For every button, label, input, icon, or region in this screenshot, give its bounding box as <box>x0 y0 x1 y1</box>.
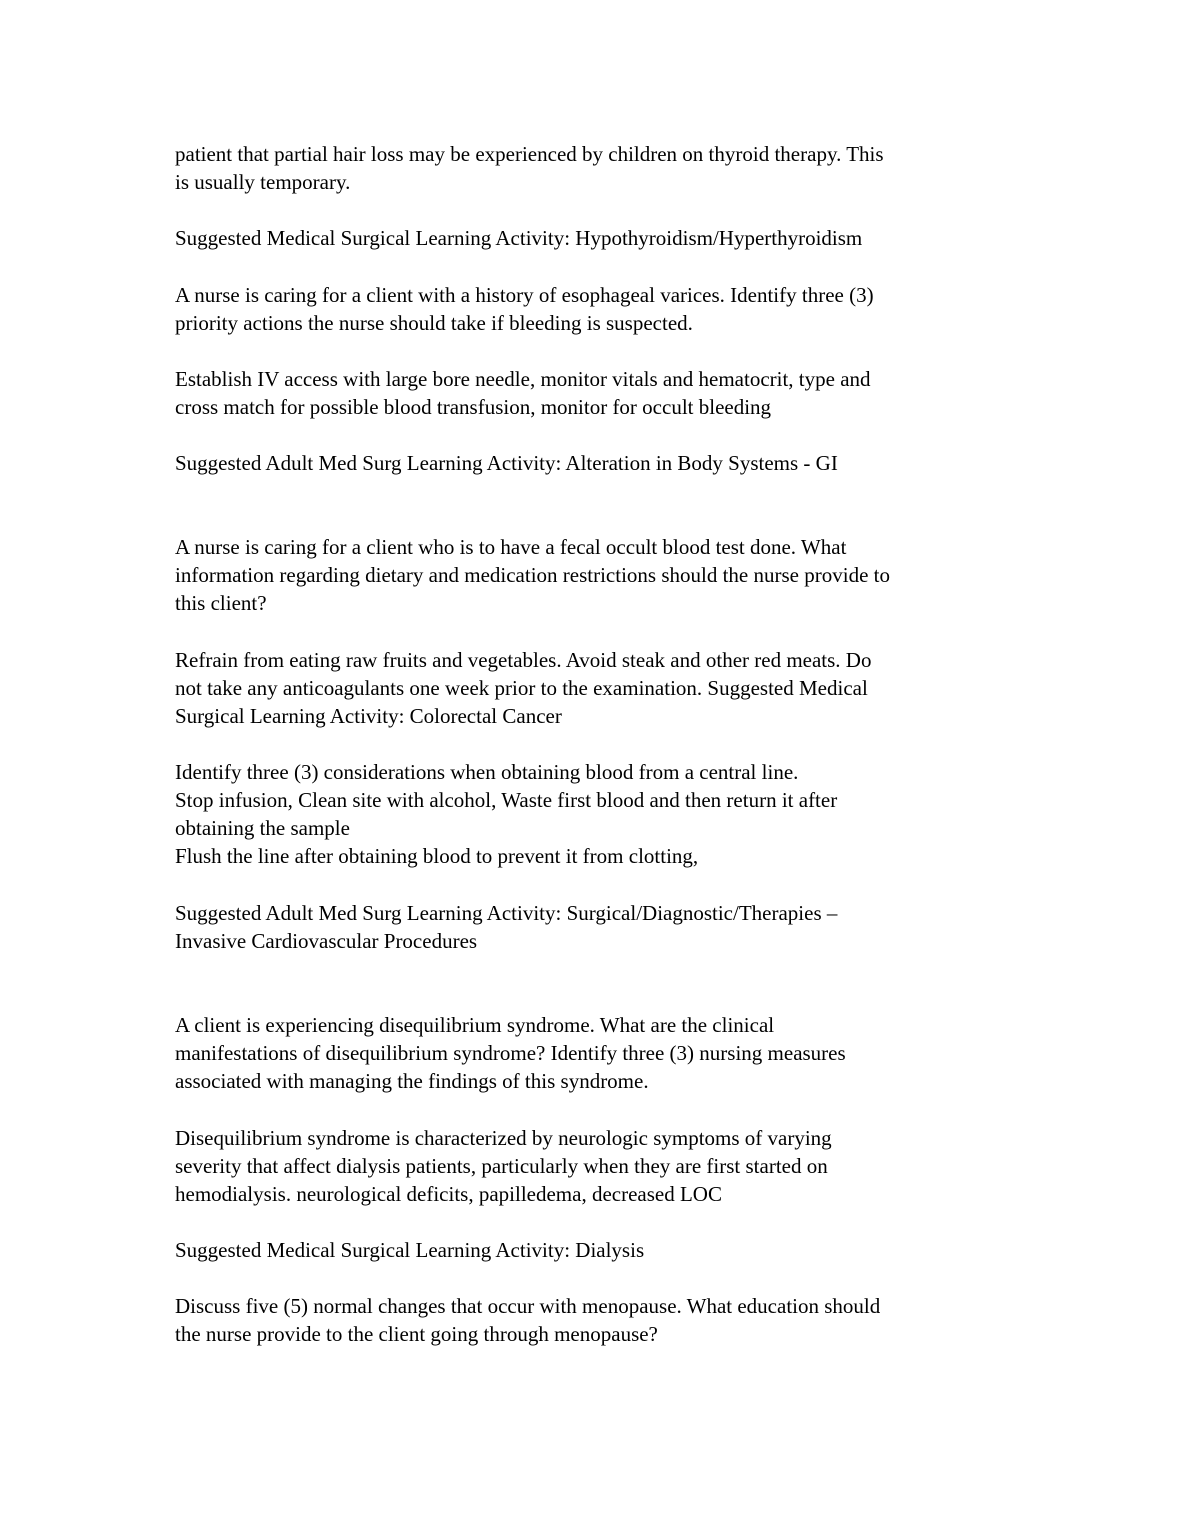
paragraph-question-menopause: Discuss five (5) normal changes that occur with menopause. What education should the nurse provide to the client going through menopause? <box>175 1294 881 1346</box>
paragraph-activity-gi: Suggested Adult Med Surg Learning Activity: Alteration in Body Systems - GI <box>175 451 838 475</box>
paragraph-activity-thyroid: Suggested Medical Surgical Learning Activity: Hypothyroidism/Hyperthyroidism <box>175 226 863 250</box>
paragraph-activity-dialysis: Suggested Medical Surgical Learning Activity: Dialysis <box>175 1238 645 1262</box>
paragraph-central-line: Identify three (3) considerations when obtaining blood from a central line. Stop infusion, Clean site with alcohol, Waste first blood and then return it after obtaining the sample Flush the line after obtaining blood to prevent it from clotting, <box>175 760 838 868</box>
paragraph-question-varices: A nurse is caring for a client with a history of esophageal varices. Identify three (3) priority actions the nurse should take if bleeding is suspected. <box>175 283 874 335</box>
paragraph-hair-loss-note: patient that partial hair loss may be experienced by children on thyroid therapy. This is usually temporary. <box>175 142 884 194</box>
paragraph-question-fecal-occult: A nurse is caring for a client who is to have a fecal occult blood test done. What information regarding dietary and medication restrictions should the nurse provide to this client? <box>175 535 890 615</box>
paragraph-answer-varices: Establish IV access with large bore needle, monitor vitals and hematocrit, type and cross match for possible blood transfusion, monitor for occult bleeding <box>175 367 871 419</box>
paragraph-question-disequilibrium: A client is experiencing disequilibrium syndrome. What are the clinical manifestations of disequilibrium syndrome? Identify three (3) nursing measures associated with managing the findings of this syndrome. <box>175 1013 846 1093</box>
paragraph-answer-disequilibrium: Disequilibrium syndrome is characterized by neurologic symptoms of varying severity that affect dialysis patients, particularly when they are first started on hemodialysis. neurological deficits, papilledema, decreased LOC <box>175 1126 832 1206</box>
paragraph-activity-cardiovascular: Suggested Adult Med Surg Learning Activity: Surgical/Diagnostic/Therapies – Invasive Cardiovascular Procedures <box>175 901 838 953</box>
paragraph-answer-fecal-occult: Refrain from eating raw fruits and vegetables. Avoid steak and other red meats. Do not take any anticoagulants one week prior to the examination. Suggested Medical Surgical Learning Activity: Colorectal Cancer <box>175 648 872 728</box>
